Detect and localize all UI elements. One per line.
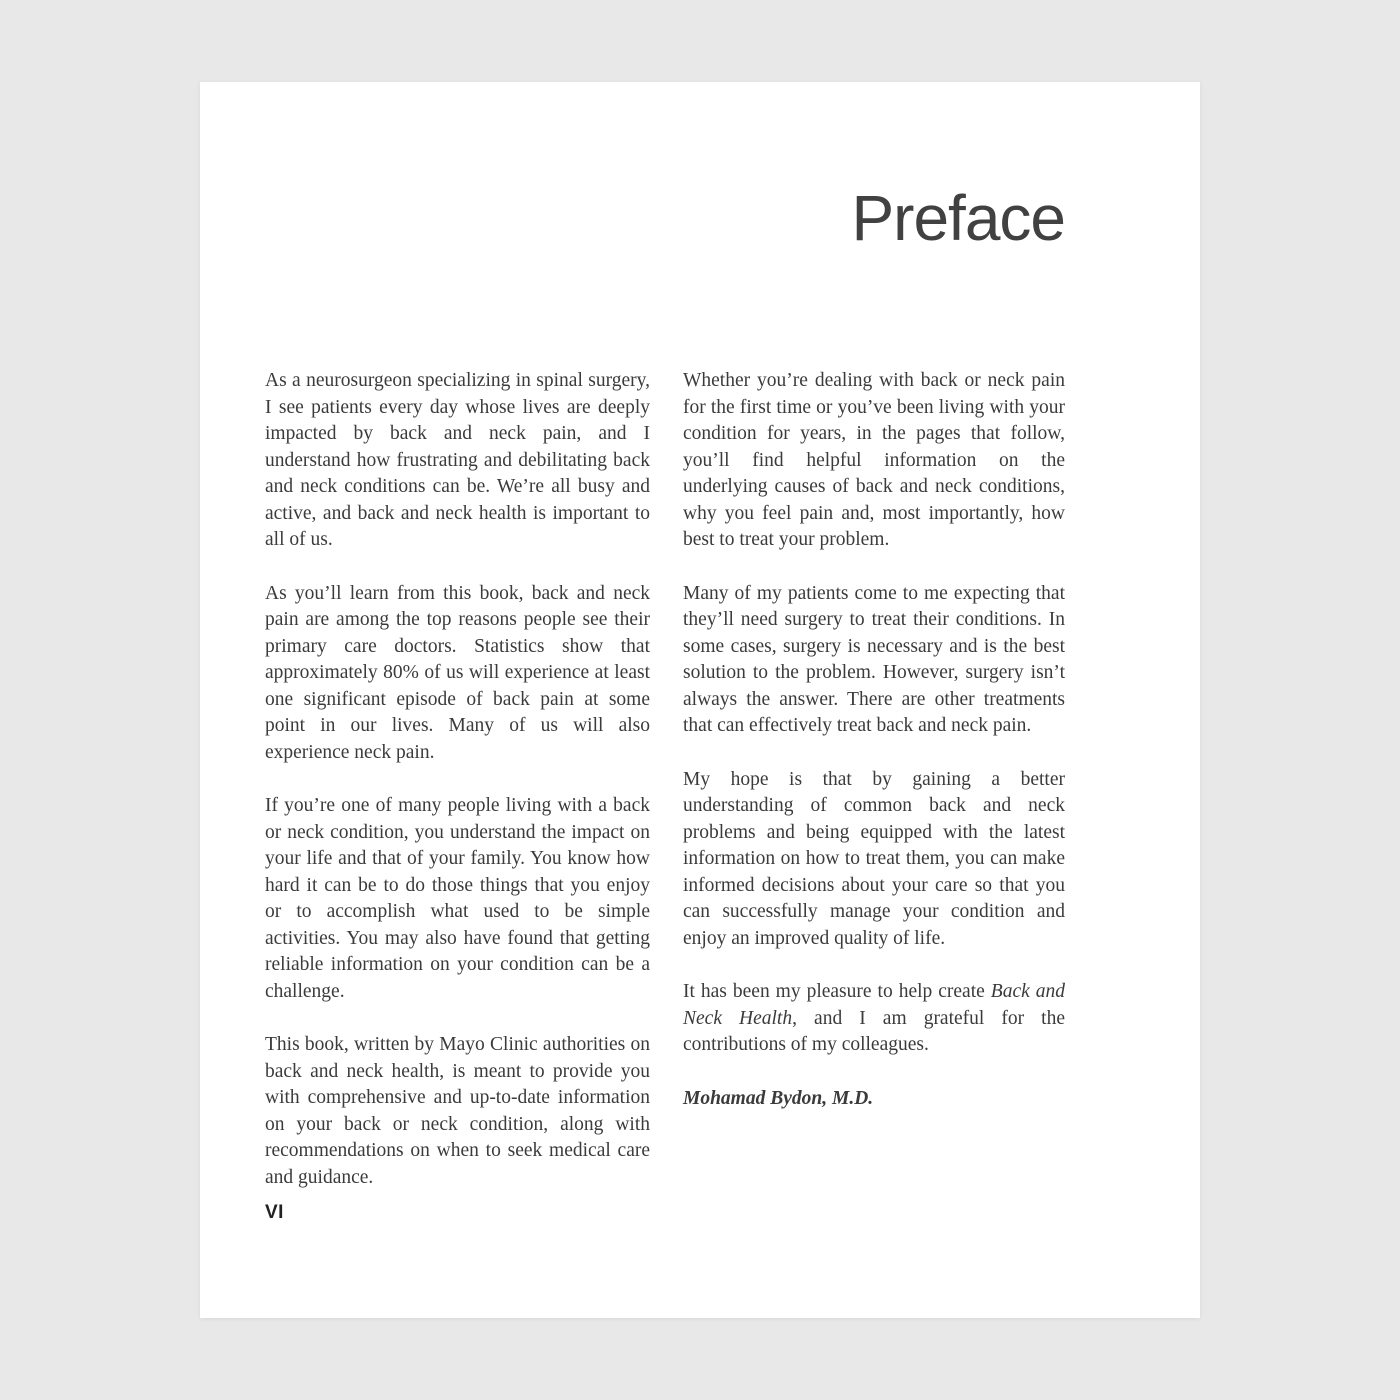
page-number: VI <box>265 1202 284 1223</box>
author-signature: Mohamad Bydon, M.D. <box>683 1087 874 1109</box>
paragraph: My hope is that by gaining a better understanding of common back and neck problems and being equipped with the latest information on how to treat them, you can make informed decisions about your care so that you can successfully manage your condition and enjoy an improved quality of life. <box>683 768 1065 949</box>
left-column <box>265 368 650 1191</box>
book-page <box>200 82 1200 1318</box>
right-column <box>683 368 1065 1191</box>
closing-text-post: , and I am grateful for the contributions of my colleagues. <box>683 1007 1065 1055</box>
text-columns <box>265 368 1065 1191</box>
paragraph: As you’ll learn from this book, back and neck pain are among the top reasons people see their primary care doctors. Statistics show that approximately 80% of us will experience at least one significant episode of back pain at some point in our lives. Many of us will also experience neck pain. <box>265 582 650 763</box>
book-title-italic: Back and Neck Health <box>683 981 1065 1029</box>
closing-text-pre: It has been my pleasure to help create <box>683 981 991 1002</box>
paragraph: Many of my patients come to me expecting that they’ll need surgery to treat their conditions. In some cases, surgery is necessary and is the best solution to the problem. However, surgery isn’t always the answer. There are other treatments that can effectively treat back and neck pain. <box>683 582 1065 736</box>
paragraph-closing <box>683 979 1065 1059</box>
paragraph: Whether you’re dealing with back or neck pain for the first time or you’ve been living with your condition for years, in the pages that follow, you’ll find helpful information on the underlying causes of back and neck conditions, why you feel pain and, most importantly, how best to treat your problem. <box>683 370 1065 550</box>
paragraph: As a neurosurgeon specializing in spinal surgery, I see patients every day whose lives are deeply impacted by back and neck pain, and I understand how frustrating and debilitating back and neck conditions can be. We’re all busy and active, and back and neck health is important to all of us. <box>265 370 650 550</box>
page-title: Preface <box>851 182 1065 254</box>
paragraph: If you’re one of many people living with a back or neck condition, you understand the impact on your life and that of your family. You know how hard it can be to do those things that you enjoy or to accomplish what used to be simple activities. You may also have found that getting reliable information on your condition can be a challenge. <box>265 795 650 1002</box>
paragraph: This book, written by Mayo Clinic authorities on back and neck health, is meant to provide you with comprehensive and up-to-date information on your back or neck condition, along with recommendations on when to seek medical care and guidance. <box>265 1034 650 1188</box>
